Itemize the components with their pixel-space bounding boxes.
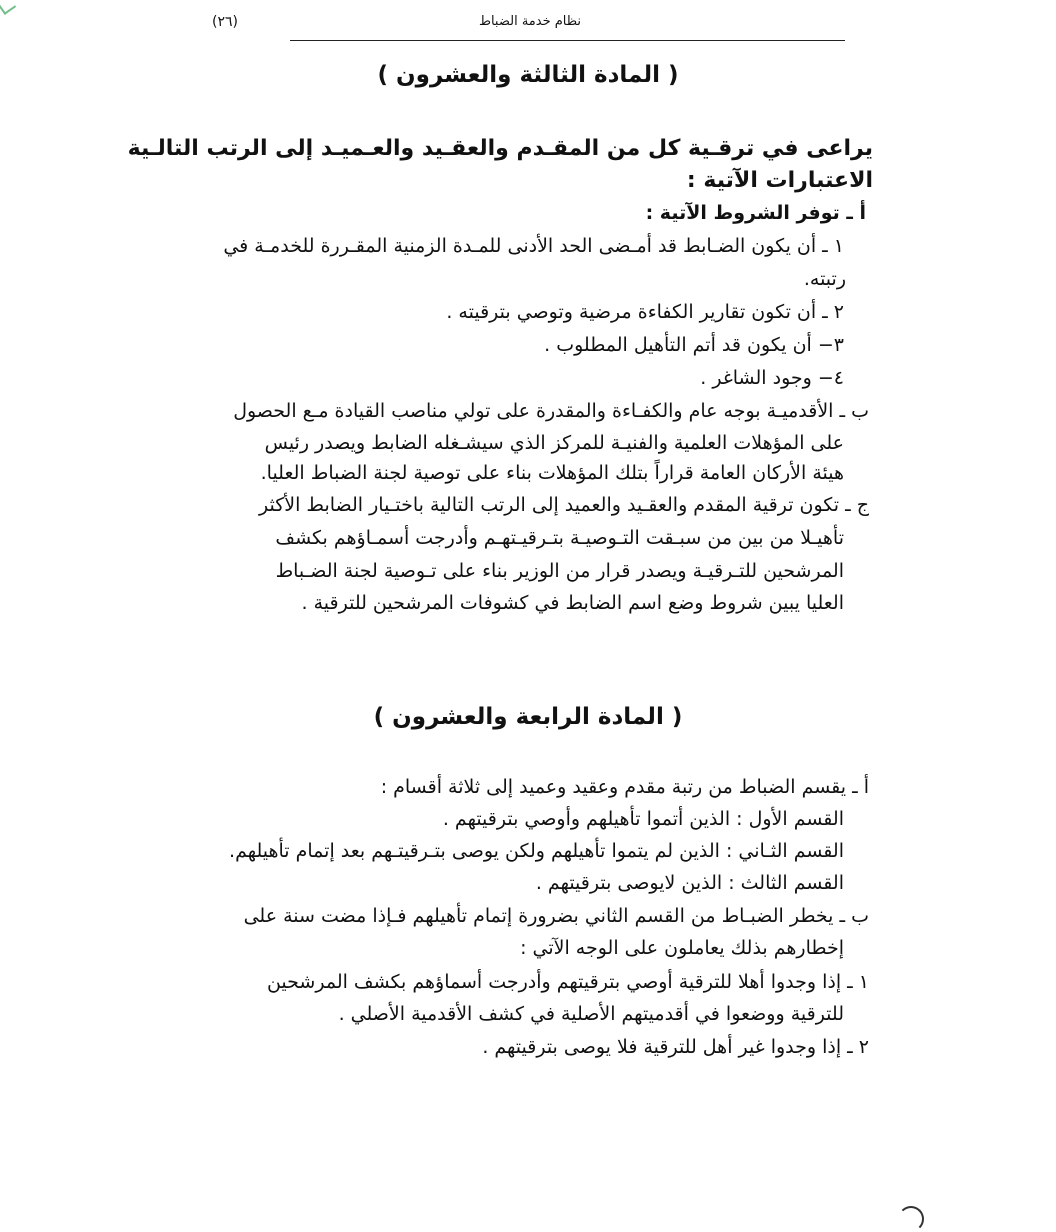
article-23-line: ١ ـ أن يكون الضـابط قد أمـضى الحد الأدنى للمـدة الزمنية المقـررة للخدمـة في [223, 235, 844, 257]
article-24-line: القسم الثالث : الذين لايوصى بترقيتهم . [535, 872, 844, 894]
article-24-line: ب ـ يخطر الضبـاط من القسم الثاني بضرورة إتمام تأهيلهم فـإذا مضت سنة على [243, 905, 869, 927]
article-23-line: رتبته. [803, 268, 846, 290]
header-divider [290, 40, 845, 41]
article-23-line: أ ـ توفر الشروط الآتية : [645, 202, 866, 224]
article-24-heading: ( المادة الرابعة والعشرون ) [373, 704, 683, 730]
article-24-line: أ ـ يقسم الضباط من رتبة مقدم وعقيد وعميد إلى ثلاثة أقسام : [380, 776, 869, 798]
article-23-line: تأهيـلا من بين من سبـقت التـوصيـة بتـرقيـتهـم وأدرجت أسمـاؤهم بكشف [275, 527, 844, 549]
article-24-line: القسم الثـاني : الذين لم يتموا تأهيلهم ولكن يوصى بتـرقيتـهم بعد إتمام تأهيلهم. [229, 840, 844, 862]
corner-check-mark [0, 0, 16, 15]
article-24-line: ٢ ـ إذا وجدوا غير أهل للترقية فلا يوصى بترقيتهم . [482, 1036, 869, 1058]
article-24-line: ١ ـ إذا وجدوا أهلا للترقية أوصي بترقيتهم وأدرجت أسماؤهم بكشف المرشحين [266, 971, 869, 993]
article-24-line: إخطارهم بذلك يعاملون على الوجه الآتي : [520, 937, 844, 959]
article-23-line: ٢ ـ أن تكون تقارير الكفاءة مرضية وتوصي بترقيته . [446, 301, 844, 323]
article-23-line: هيئة الأركان العامة قراراً بتلك المؤهلات بناء على توصية لجنة الضباط العليا. [260, 462, 844, 484]
article-23-line: الاعتبارات الآتية : [686, 168, 873, 193]
article-23-line: على المؤهلات العلمية والفنيـة للمركز الذي سيشـغله الضابط ويصدر رئيس [264, 432, 844, 454]
article-24-line: للترقية ووضعوا في أقدميتهم الأصلية في كشف الأقدمية الأصلي . [338, 1003, 844, 1025]
page-curl-mark [898, 1206, 924, 1232]
article-23-line: ٣− أن يكون قد أتم التأهيل المطلوب . [544, 334, 844, 356]
article-23-line: يراعى في ترقـية كل من المقـدم والعقـيد والعـميـد إلى الرتب التالـية [127, 136, 873, 161]
article-23-line: ب ـ الأقدميـة بوجه عام والكفـاءة والمقدرة على تولي مناصب القيادة مـع الحصول [233, 400, 869, 422]
article-24-line: القسم الأول : الذين أتموا تأهيلهم وأوصي بترقيتهم . [442, 808, 844, 830]
article-23-heading: ( المادة الثالثة والعشرون ) [377, 62, 679, 88]
article-23-line: ٤− وجود الشاغر . [700, 367, 844, 389]
page-number: (٢٦) [212, 14, 238, 30]
article-23-line: المرشحين للتـرقيـة ويصدر قرار من الوزير بناء على تـوصية لجنة الضـباط [275, 560, 844, 582]
header-title: نظام خدمة الضباط [478, 14, 582, 29]
article-23-line: ج ـ تكون ترقية المقدم والعقـيد والعميد إلى الرتب التالية باختـيار الضابط الأكثر [259, 494, 869, 516]
page-header [210, 14, 850, 38]
article-23-line: العليا يبين شروط وضع اسم الضابط في كشوفات المرشحين للترقية . [301, 592, 844, 614]
